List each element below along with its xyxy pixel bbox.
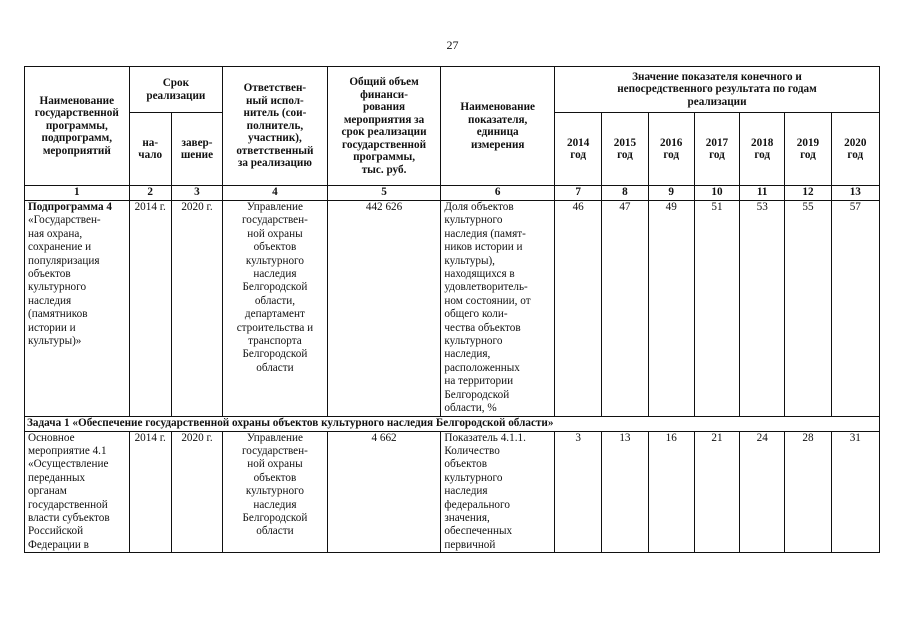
value-cell: 3 xyxy=(555,431,602,553)
header-year: 2018 год xyxy=(740,113,785,186)
value-cell: 24 xyxy=(740,431,785,553)
column-number: 10 xyxy=(694,186,739,201)
header-year: 2015 год xyxy=(602,113,648,186)
start-cell: 2014 г. xyxy=(129,201,171,417)
column-number: 8 xyxy=(602,186,648,201)
column-number: 12 xyxy=(785,186,831,201)
start-cell: 2014 г. xyxy=(129,431,171,553)
column-number: 11 xyxy=(740,186,785,201)
task-row xyxy=(25,416,880,431)
column-number: 9 xyxy=(648,186,694,201)
value-cell: 16 xyxy=(648,431,694,553)
header-end: завер- шение xyxy=(171,113,222,186)
header-year: 2019 год xyxy=(785,113,831,186)
value-cell: 28 xyxy=(785,431,831,553)
column-number: 7 xyxy=(555,186,602,201)
page-number: 27 xyxy=(446,38,459,52)
end-cell: 2020 г. xyxy=(171,431,222,553)
subprogram-name: «Государствен- ная охрана, сохранение и популяризация объектов культурного наследия (памятников истории и культуры)» xyxy=(28,214,101,348)
program-name-cell xyxy=(25,201,130,417)
indicator-cell: Доля объектов культурного наследия (памят- ников истории и культуры), находящихся в удовлетворитель- ном состоянии, от общего коли- чества объектов культурного наследия, расположенных на территории Белгородской области, % xyxy=(441,201,555,417)
value-cell: 55 xyxy=(785,201,831,417)
header-term: Срок реализации xyxy=(129,67,223,113)
column-number: 13 xyxy=(831,186,879,201)
responsible-cell: Управление государствен- ной охраны объектов культурного наследия Белгородской области xyxy=(223,431,328,553)
header-year: 2014 год xyxy=(555,113,602,186)
volume-cell: 442 626 xyxy=(327,201,441,417)
volume-cell: 4 662 xyxy=(327,431,441,553)
table-row xyxy=(25,431,880,553)
table-row xyxy=(25,201,880,417)
value-cell: 46 xyxy=(555,201,602,417)
value-cell: 57 xyxy=(831,201,879,417)
column-numbers-row xyxy=(25,186,880,201)
value-cell: 51 xyxy=(694,201,739,417)
program-table xyxy=(24,66,880,553)
value-cell: 53 xyxy=(740,201,785,417)
header-responsible: Ответствен- ный испол- нитель (сои- полнитель, участник), ответственный за реализацию xyxy=(223,67,328,186)
subprogram-title: Подпрограмма 4 xyxy=(28,201,112,213)
header-funding-volume: Общий объем финанси- рования мероприятия за срок реализации государственной программы, тыс. руб. xyxy=(327,67,441,186)
column-number: 5 xyxy=(327,186,441,201)
indicator-cell: Показатель 4.1.1. Количество объектов культурного наследия федерального значения, обеспеченных первичной xyxy=(441,431,555,553)
end-cell: 2020 г. xyxy=(171,201,222,417)
value-cell: 47 xyxy=(602,201,648,417)
value-cell: 31 xyxy=(831,431,879,553)
column-number: 6 xyxy=(441,186,555,201)
responsible-cell: Управление государствен- ной охраны объектов культурного наследия Белгородской области, департамент строительства и транспорта Белгородской области xyxy=(223,201,328,417)
value-cell: 13 xyxy=(602,431,648,553)
header-year: 2017 год xyxy=(694,113,739,186)
header-year: 2016 год xyxy=(648,113,694,186)
header-indicator-values: Значение показателя конечного и непосредственного результата по годам реализации xyxy=(555,67,880,113)
header-start: на- чало xyxy=(129,113,171,186)
task-title: Задача 1 «Обеспечение государственной охраны объектов культурного наследия Белгородской области» xyxy=(25,416,880,431)
header-indicator-name: Наименование показателя, единица измерения xyxy=(441,67,555,186)
header-year: 2020 год xyxy=(831,113,879,186)
column-number: 4 xyxy=(223,186,328,201)
header-program-name: Наименование государственной программы, подпрограмм, мероприятий xyxy=(25,67,130,186)
program-name-cell: Основное мероприятие 4.1 «Осуществление переданных органам государственной власти субъектов Российской Федерации в xyxy=(25,431,130,553)
column-number: 2 xyxy=(129,186,171,201)
value-cell: 21 xyxy=(694,431,739,553)
column-number: 1 xyxy=(25,186,130,201)
value-cell: 49 xyxy=(648,201,694,417)
column-number: 3 xyxy=(171,186,222,201)
